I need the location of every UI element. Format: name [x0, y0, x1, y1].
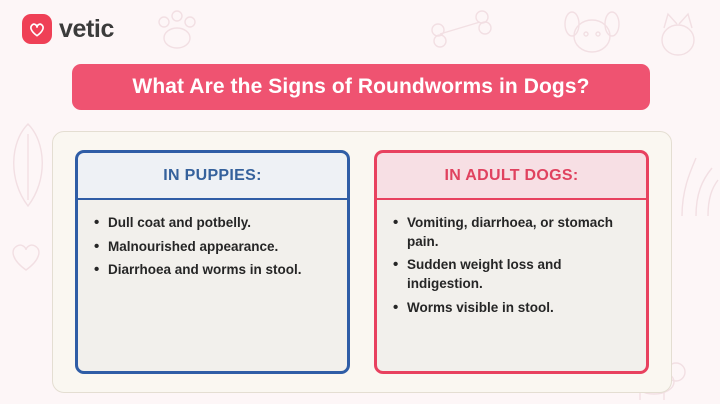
list-item: • Diarrhoea and worms in stool.: [108, 261, 333, 280]
column-header-puppies: IN PUPPIES:: [75, 150, 350, 198]
list-item: • Worms visible in stool.: [407, 299, 632, 318]
column-puppies: [75, 150, 350, 374]
paw-doodle-icon: [150, 6, 210, 56]
column-body-adult-dogs: [374, 198, 649, 374]
brand-logo: [22, 14, 114, 44]
symptom-list-adult-dogs: [389, 214, 632, 317]
list-item: • Dull coat and potbelly.: [108, 214, 333, 233]
symptom-list-puppies: [90, 214, 333, 280]
leaf-doodle-icon: [4, 120, 52, 210]
bone-doodle-icon: [430, 4, 500, 58]
brand-name: vetic: [59, 14, 114, 43]
column-adult-dogs: [374, 150, 649, 374]
heart-icon: [22, 14, 52, 44]
list-item: • Malnourished appearance.: [108, 238, 333, 257]
list-item: • Vomiting, diarrhoea, or stomach pain.: [407, 214, 632, 251]
page-title-banner: [72, 64, 650, 110]
dog-face-doodle-icon: [560, 2, 624, 62]
column-header-adult-dogs: IN ADULT DOGS:: [374, 150, 649, 198]
column-body-puppies: [75, 198, 350, 374]
heart-doodle-icon: [6, 236, 46, 276]
cat-doodle-icon: [650, 6, 710, 66]
grass-doodle-icon: [672, 150, 720, 220]
page-title: What Are the Signs of Roundworms in Dogs?: [132, 75, 590, 98]
list-item: • Sudden weight loss and indigestion.: [407, 256, 632, 293]
content-card: [52, 131, 672, 393]
